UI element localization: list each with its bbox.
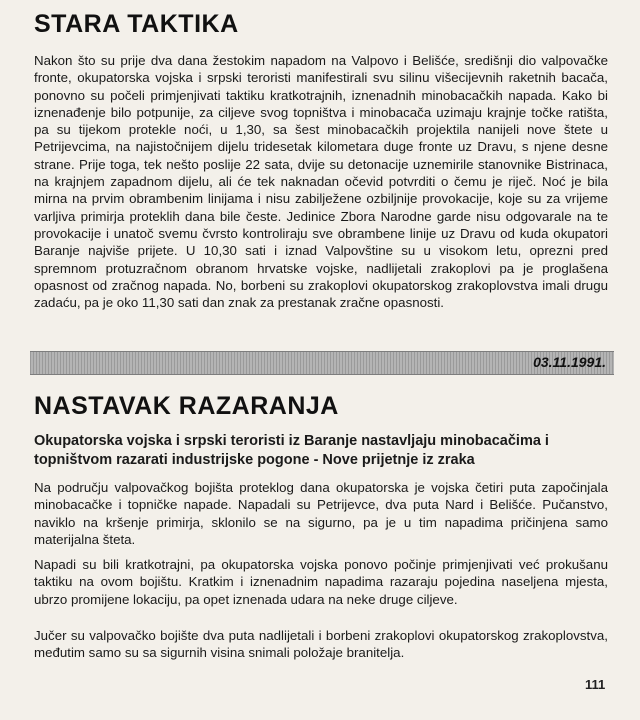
date-label: 03.11.1991. bbox=[533, 354, 606, 370]
section-title-nastavak-razaranja: NASTAVAK RAZARANJA bbox=[34, 392, 339, 420]
paragraph-3: Jučer su valpovačko bojište dva puta nadlijetali i borbeni zrakoplovi okupatorskog zrakoplovstva, međutim samo su sa sigurnih visina snimali položaje branitelja. bbox=[34, 628, 608, 661]
section-body-stara-taktika: Nakon što su prije dva dana žestokim napadom na Valpovo i Belišće, središnji dio valpovačke fronte, okupatorska vojska i srpski teroristi manifestirali svu silinu višecijevnih raketnih bacača, ponovno su počeli primjenjivati taktiku kratkotrajnih, iznenadnih minobacačkih napada. Kako bi iznenađenje bilo potpunije, za ciljeve svog topništva i minobacača uzimaju krajnje točke ratišta, pa su tijekom protekle noći, u 1,30, sa šest minobacačkih projektila nanijeli nove štete u Petrijevcima, na najistočnijem dijelu tridesetak kilometara duge fronte uz Dravu, s njene desne strane. Prije toga, tek nešto poslije 22 sata, dvije su detonacije uznemirile stanovnike Bistrinaca, na krajnjem zapadnom dijelu, ali će tek naknadan očevid potvrditi o čemu je riječ. Noć je bila mirna na prvim obrambenim linijama i nisu zabilježene ozbiljnije provokacije, koje su za vrijeme varljiva primirja proteklih dana bile česte. Jedinice Zbora Narodne garde nisu odgovarale na te provokacije i unatoč svemu čvrsto kontroliraju sve obrambene linije uz Dravu od kuda okupatori Baranje najviše prijete. U 10,30 sati i iznad Valpovštine su u visokom letu, oprezni pred spremnom protuzračnom obranom hrvatske vojske, nadlijetali zrakoplovi pa je proglašena opasnost od zračnog napada. No, borbeni su zrakoplovi okupatorskog zrakoplovstva imali drugu zadaću, pa je oko 11,30 sati dan znak za prestanak zračne opasnosti. bbox=[34, 53, 608, 311]
paragraph-2: Napadi su bili kratkotrajni, pa okupatorska vojska ponovo počinje primjenjivati već prokušanu taktiku na ovom bojištu. Kratkim i iznenadnim napadima razaraju pojedina naseljena mjesta, ubrzo promijene lokaciju, pa opet iznenada udara na neke druge ciljeve. bbox=[34, 557, 608, 607]
date-banner bbox=[30, 351, 614, 375]
page-number: 111 bbox=[585, 677, 606, 692]
paragraph-1: Na području valpovačkog bojišta proteklog dana okupatorska je vojska četiri puta započinjala minobacačke i topničke napade. Napadali su Petrijevce, dva puta Nard i Belišće. Pučanstvo, naviklo na kršenje primirja, sklonilo se na sigurno, pa je u tim napadima pričinjena samo materijalna šteta. bbox=[34, 480, 608, 547]
section-title-stara-taktika: STARA TAKTIKA bbox=[34, 10, 239, 38]
section-subtitle: Okupatorska vojska i srpski teroristi iz Baranje nastavljaju minobacačima i topništvom razarati industrijske pogone - Nove prijetnje iz zraka bbox=[34, 433, 549, 468]
